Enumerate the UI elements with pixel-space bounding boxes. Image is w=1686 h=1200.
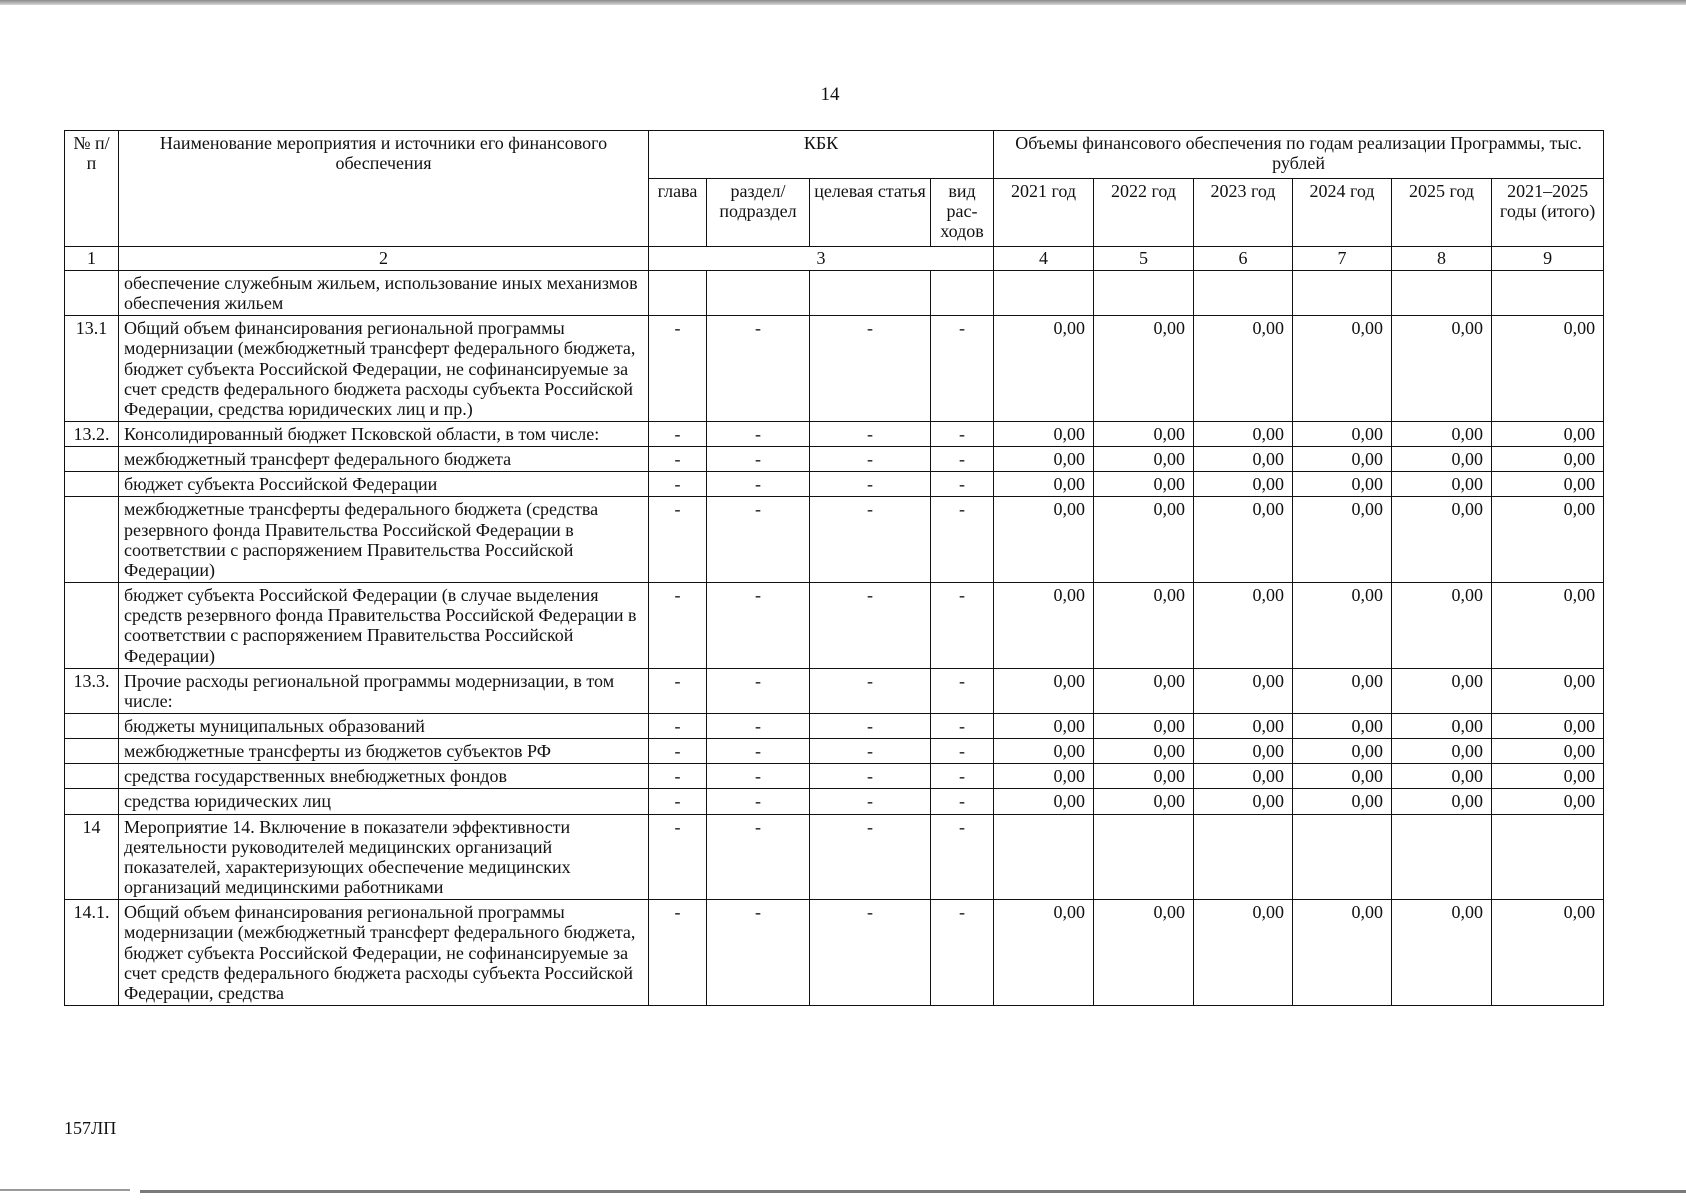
table-row xyxy=(65,789,1604,814)
table-row xyxy=(65,472,1604,497)
row-number xyxy=(65,270,119,315)
kbk-vid: - xyxy=(931,668,994,713)
value-total: 0,00 xyxy=(1492,421,1604,446)
kbk-tselevaya: - xyxy=(810,497,931,583)
value-2024: 0,00 xyxy=(1293,472,1392,497)
row-number xyxy=(65,497,119,583)
value-total: 0,00 xyxy=(1492,447,1604,472)
row-number xyxy=(65,447,119,472)
table-header xyxy=(65,131,1604,271)
value-2022 xyxy=(1094,814,1194,900)
kbk-glava: - xyxy=(649,764,707,789)
value-2024: 0,00 xyxy=(1293,764,1392,789)
value-total xyxy=(1492,270,1604,315)
index-cell: 3 xyxy=(649,247,994,271)
kbk-razdel: - xyxy=(707,739,810,764)
value-2021: 0,00 xyxy=(994,900,1094,1006)
kbk-razdel: - xyxy=(707,814,810,900)
financing-table xyxy=(64,130,1604,1006)
value-2022: 0,00 xyxy=(1094,421,1194,446)
value-2025 xyxy=(1392,270,1492,315)
row-name: бюджеты муниципальных образований xyxy=(119,714,649,739)
index-cell: 7 xyxy=(1293,247,1392,271)
value-total: 0,00 xyxy=(1492,472,1604,497)
kbk-glava: - xyxy=(649,668,707,713)
value-2023: 0,00 xyxy=(1194,668,1293,713)
value-2021: 0,00 xyxy=(994,583,1094,669)
value-2021: 0,00 xyxy=(994,789,1094,814)
value-2024: 0,00 xyxy=(1293,900,1392,1006)
value-2021: 0,00 xyxy=(994,421,1094,446)
row-number: 13.1 xyxy=(65,316,119,422)
index-cell: 2 xyxy=(119,247,649,271)
value-2023: 0,00 xyxy=(1194,497,1293,583)
row-name: бюджет субъекта Российской Федерации (в случае выделения средств резервного фонда Правительства Российской Федерации в соответствии с распоряжением Правительства Российской Федерации) xyxy=(119,583,649,669)
value-2021: 0,00 xyxy=(994,739,1094,764)
kbk-razdel: - xyxy=(707,900,810,1006)
header-vid: вид рас-ходов xyxy=(931,179,994,247)
value-2024: 0,00 xyxy=(1293,421,1392,446)
header-volumes: Объемы финансового обеспечения по годам реализации Программы, тыс. рублей xyxy=(994,131,1604,179)
value-2022: 0,00 xyxy=(1094,739,1194,764)
value-2022: 0,00 xyxy=(1094,764,1194,789)
row-number xyxy=(65,739,119,764)
kbk-razdel: - xyxy=(707,316,810,422)
kbk-tselevaya: - xyxy=(810,714,931,739)
kbk-glava: - xyxy=(649,714,707,739)
index-cell: 1 xyxy=(65,247,119,271)
table-row xyxy=(65,900,1604,1006)
table-row xyxy=(65,447,1604,472)
kbk-vid: - xyxy=(931,447,994,472)
kbk-tselevaya xyxy=(810,270,931,315)
value-total xyxy=(1492,814,1604,900)
kbk-glava: - xyxy=(649,472,707,497)
kbk-tselevaya: - xyxy=(810,668,931,713)
value-2021: 0,00 xyxy=(994,316,1094,422)
table-row xyxy=(65,764,1604,789)
value-2025 xyxy=(1392,814,1492,900)
kbk-glava: - xyxy=(649,739,707,764)
value-2025: 0,00 xyxy=(1392,764,1492,789)
value-2025: 0,00 xyxy=(1392,739,1492,764)
row-name: средства государственных внебюджетных фондов xyxy=(119,764,649,789)
index-cell: 6 xyxy=(1194,247,1293,271)
value-2023: 0,00 xyxy=(1194,789,1293,814)
kbk-vid: - xyxy=(931,764,994,789)
value-2024 xyxy=(1293,270,1392,315)
value-2021: 0,00 xyxy=(994,472,1094,497)
value-2025: 0,00 xyxy=(1392,583,1492,669)
kbk-glava: - xyxy=(649,447,707,472)
scan-edge-bottom-left xyxy=(0,1189,130,1191)
value-2023: 0,00 xyxy=(1194,472,1293,497)
table-body xyxy=(65,270,1604,1005)
value-2023: 0,00 xyxy=(1194,900,1293,1006)
row-number xyxy=(65,583,119,669)
kbk-vid: - xyxy=(931,497,994,583)
index-cell: 5 xyxy=(1094,247,1194,271)
header-y2022: 2022 год xyxy=(1094,179,1194,247)
kbk-razdel: - xyxy=(707,497,810,583)
kbk-tselevaya: - xyxy=(810,814,931,900)
kbk-vid: - xyxy=(931,316,994,422)
value-2025: 0,00 xyxy=(1392,447,1492,472)
row-number xyxy=(65,472,119,497)
value-2022: 0,00 xyxy=(1094,472,1194,497)
value-2023: 0,00 xyxy=(1194,714,1293,739)
kbk-razdel: - xyxy=(707,421,810,446)
value-2023 xyxy=(1194,814,1293,900)
header-name: Наименование мероприятия и источники его финансового обеспечения xyxy=(119,131,649,247)
value-2024: 0,00 xyxy=(1293,583,1392,669)
row-name: Общий объем финансирования региональной программы модернизации (межбюджетный трансферт федерального бюджета, бюджет субъекта Российской Федерации, не софинансируемые за счет средств федерального бюджета расходы субъекта Российской Федерации, средства xyxy=(119,900,649,1006)
index-cell: 9 xyxy=(1492,247,1604,271)
value-2021: 0,00 xyxy=(994,668,1094,713)
row-name: обеспечение служебным жильем, использование иных механизмов обеспечения жильем xyxy=(119,270,649,315)
table-row xyxy=(65,668,1604,713)
value-2025: 0,00 xyxy=(1392,714,1492,739)
row-name: средства юридических лиц xyxy=(119,789,649,814)
row-name: Консолидированный бюджет Псковской области, в том числе: xyxy=(119,421,649,446)
value-2023 xyxy=(1194,270,1293,315)
value-total: 0,00 xyxy=(1492,583,1604,669)
value-total: 0,00 xyxy=(1492,497,1604,583)
row-name: межбюджетные трансферты федерального бюджета (средства резервного фонда Правительства Российской Федерации в соответствии с распоряжением Правительства Российской Федерации) xyxy=(119,497,649,583)
kbk-tselevaya: - xyxy=(810,583,931,669)
row-number: 13.3. xyxy=(65,668,119,713)
value-total: 0,00 xyxy=(1492,900,1604,1006)
index-cell: 4 xyxy=(994,247,1094,271)
kbk-tselevaya: - xyxy=(810,900,931,1006)
header-y2024: 2024 год xyxy=(1293,179,1392,247)
kbk-razdel: - xyxy=(707,447,810,472)
header-y2023: 2023 год xyxy=(1194,179,1293,247)
header-num: № п/п xyxy=(65,131,119,247)
value-2023: 0,00 xyxy=(1194,316,1293,422)
footer-code: 157ЛП xyxy=(64,1118,117,1138)
value-2021: 0,00 xyxy=(994,447,1094,472)
kbk-glava: - xyxy=(649,789,707,814)
kbk-glava: - xyxy=(649,316,707,422)
page-number: 14 xyxy=(820,84,840,105)
header-tselevaya: целевая статья xyxy=(810,179,931,247)
kbk-glava: - xyxy=(649,583,707,669)
value-2025: 0,00 xyxy=(1392,668,1492,713)
value-2021: 0,00 xyxy=(994,714,1094,739)
table-row xyxy=(65,421,1604,446)
kbk-tselevaya: - xyxy=(810,739,931,764)
value-2025: 0,00 xyxy=(1392,900,1492,1006)
kbk-vid xyxy=(931,270,994,315)
value-2021 xyxy=(994,814,1094,900)
value-2025: 0,00 xyxy=(1392,316,1492,422)
kbk-vid: - xyxy=(931,472,994,497)
value-2023: 0,00 xyxy=(1194,739,1293,764)
value-2024: 0,00 xyxy=(1293,714,1392,739)
kbk-razdel: - xyxy=(707,764,810,789)
kbk-vid: - xyxy=(931,900,994,1006)
value-2022: 0,00 xyxy=(1094,497,1194,583)
kbk-tselevaya: - xyxy=(810,472,931,497)
row-number xyxy=(65,714,119,739)
table-row xyxy=(65,316,1604,422)
kbk-glava: - xyxy=(649,421,707,446)
value-2022: 0,00 xyxy=(1094,789,1194,814)
scan-edge-top xyxy=(0,0,1686,5)
kbk-razdel: - xyxy=(707,583,810,669)
row-name: бюджет субъекта Российской Федерации xyxy=(119,472,649,497)
header-y2021: 2021 год xyxy=(994,179,1094,247)
kbk-glava: - xyxy=(649,814,707,900)
value-2022 xyxy=(1094,270,1194,315)
kbk-glava xyxy=(649,270,707,315)
index-row xyxy=(65,247,1604,271)
header-kbk: КБК xyxy=(649,131,994,179)
value-2024: 0,00 xyxy=(1293,447,1392,472)
table-row xyxy=(65,497,1604,583)
row-name: Мероприятие 14. Включение в показатели эффективности деятельности руководителей медицинских организаций показателей, характеризующих обеспечение медицинских организаций медицинскими работниками xyxy=(119,814,649,900)
kbk-razdel: - xyxy=(707,472,810,497)
table-row xyxy=(65,814,1604,900)
kbk-razdel: - xyxy=(707,714,810,739)
kbk-vid: - xyxy=(931,714,994,739)
header-y2025: 2025 год xyxy=(1392,179,1492,247)
value-2022: 0,00 xyxy=(1094,900,1194,1006)
header-glava: глава xyxy=(649,179,707,247)
value-2024: 0,00 xyxy=(1293,668,1392,713)
kbk-glava: - xyxy=(649,900,707,1006)
value-2022: 0,00 xyxy=(1094,447,1194,472)
value-total: 0,00 xyxy=(1492,764,1604,789)
row-number: 14.1. xyxy=(65,900,119,1006)
value-2022: 0,00 xyxy=(1094,583,1194,669)
value-2025: 0,00 xyxy=(1392,497,1492,583)
table-row xyxy=(65,739,1604,764)
value-2021: 0,00 xyxy=(994,764,1094,789)
value-2023: 0,00 xyxy=(1194,447,1293,472)
value-2025: 0,00 xyxy=(1392,421,1492,446)
index-cell: 8 xyxy=(1392,247,1492,271)
value-2023: 0,00 xyxy=(1194,421,1293,446)
row-number xyxy=(65,789,119,814)
table-row xyxy=(65,714,1604,739)
header-razdel: раздел/ подраздел xyxy=(707,179,810,247)
kbk-vid: - xyxy=(931,814,994,900)
value-total: 0,00 xyxy=(1492,316,1604,422)
kbk-tselevaya: - xyxy=(810,764,931,789)
value-2022: 0,00 xyxy=(1094,668,1194,713)
value-2022: 0,00 xyxy=(1094,316,1194,422)
kbk-vid: - xyxy=(931,789,994,814)
kbk-tselevaya: - xyxy=(810,316,931,422)
kbk-razdel xyxy=(707,270,810,315)
table-row xyxy=(65,583,1604,669)
value-2024: 0,00 xyxy=(1293,789,1392,814)
kbk-tselevaya: - xyxy=(810,789,931,814)
table-row xyxy=(65,270,1604,315)
row-name: межбюджетный трансферт федерального бюджета xyxy=(119,447,649,472)
kbk-vid: - xyxy=(931,739,994,764)
kbk-tselevaya: - xyxy=(810,447,931,472)
value-2025: 0,00 xyxy=(1392,472,1492,497)
value-2023: 0,00 xyxy=(1194,764,1293,789)
kbk-vid: - xyxy=(931,421,994,446)
value-total: 0,00 xyxy=(1492,714,1604,739)
value-2023: 0,00 xyxy=(1194,583,1293,669)
row-number: 13.2. xyxy=(65,421,119,446)
kbk-tselevaya: - xyxy=(810,421,931,446)
value-total: 0,00 xyxy=(1492,739,1604,764)
value-2024 xyxy=(1293,814,1392,900)
value-2022: 0,00 xyxy=(1094,714,1194,739)
row-number: 14 xyxy=(65,814,119,900)
value-2021 xyxy=(994,270,1094,315)
value-2024: 0,00 xyxy=(1293,497,1392,583)
value-total: 0,00 xyxy=(1492,789,1604,814)
row-name: Прочие расходы региональной программы модернизации, в том числе: xyxy=(119,668,649,713)
kbk-vid: - xyxy=(931,583,994,669)
kbk-glava: - xyxy=(649,497,707,583)
row-name: Общий объем финансирования региональной программы модернизации (межбюджетный трансферт федерального бюджета, бюджет субъекта Российской Федерации, не софинансируемые за счет средств федерального бюджета расходы субъекта Российской Федерации, средства юридических лиц и пр.) xyxy=(119,316,649,422)
value-2021: 0,00 xyxy=(994,497,1094,583)
kbk-razdel: - xyxy=(707,668,810,713)
value-2024: 0,00 xyxy=(1293,739,1392,764)
value-2025: 0,00 xyxy=(1392,789,1492,814)
row-number xyxy=(65,764,119,789)
scan-edge-bottom xyxy=(140,1190,1686,1193)
value-total: 0,00 xyxy=(1492,668,1604,713)
value-2024: 0,00 xyxy=(1293,316,1392,422)
row-name: межбюджетные трансферты из бюджетов субъектов РФ xyxy=(119,739,649,764)
kbk-razdel: - xyxy=(707,789,810,814)
header-total: 2021–2025 годы (итого) xyxy=(1492,179,1604,247)
